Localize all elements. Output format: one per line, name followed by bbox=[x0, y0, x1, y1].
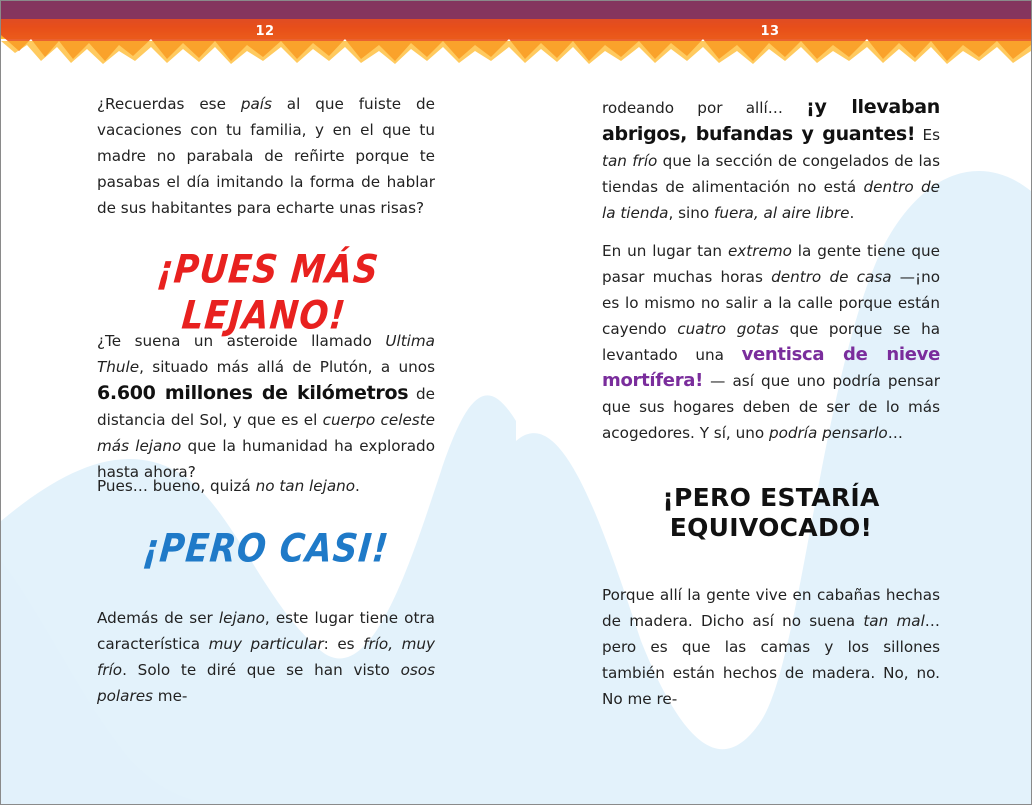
text: al que fuiste de vacaciones con tu familia, y en el que tu madre no parabala de reñirte porque te pasabas el día imitando la forma de hablar de sus habitantes para echarte unas risas? bbox=[97, 95, 435, 217]
left-paragraph-1 bbox=[97, 91, 435, 221]
text-italic: Ultima Thule bbox=[97, 332, 435, 376]
text: ¿Te suena un asteroide llamado bbox=[97, 332, 386, 350]
text: que la humanidad ha explorado hasta ahora? bbox=[97, 437, 435, 481]
text: que porque se ha levantado una bbox=[602, 320, 940, 364]
text: : es bbox=[323, 635, 364, 653]
emphasis-ventisca: ventisca de nieve mortífera! bbox=[602, 344, 940, 391]
right-paragraph-2 bbox=[602, 238, 940, 446]
text-italic: tan frío bbox=[602, 152, 658, 170]
text: , este lugar tiene otra característica bbox=[97, 609, 435, 653]
text-italic: tan mal bbox=[863, 612, 925, 630]
text-italic: no tan lejano bbox=[255, 477, 356, 495]
text: me- bbox=[152, 687, 188, 705]
heading-pero-estaria-equivocado bbox=[602, 483, 940, 543]
text-italic: fuera, al aire libre bbox=[714, 204, 850, 222]
text: —¡no es lo mismo no salir a la calle porque están cayendo bbox=[602, 268, 940, 338]
page-number-right: 13 bbox=[760, 24, 780, 39]
text: — así que uno podría pensar que sus hogares deben de ser de lo más acogedores. Y sí, uno bbox=[602, 372, 940, 442]
text: … bbox=[887, 424, 903, 442]
text-italic: podría pensarlo bbox=[768, 424, 888, 442]
text-italic: cuerpo celeste más lejano bbox=[97, 411, 435, 455]
right-paragraph-1 bbox=[602, 94, 940, 226]
emphasis-distance: 6.600 millones de kilómetros bbox=[97, 382, 409, 404]
text: ¿Recuerdas ese bbox=[97, 95, 241, 113]
text-italic: país bbox=[240, 95, 272, 113]
text: que la sección de congelados de las tiendas de alimentación no está bbox=[602, 152, 940, 196]
text-italic: dentro de la tienda bbox=[602, 178, 940, 222]
text: , situado más allá de Plutón, a unos bbox=[139, 358, 435, 376]
text: . bbox=[849, 204, 855, 222]
text-italic: muy particular bbox=[208, 635, 324, 653]
text-italic: lejano bbox=[218, 609, 265, 627]
text-italic: frío, muy frío bbox=[97, 635, 435, 679]
text-italic: cuatro gotas bbox=[677, 320, 779, 338]
text: Es bbox=[915, 126, 940, 144]
text-italic: dentro de casa bbox=[771, 268, 892, 286]
text: Pues… bueno, quizá bbox=[97, 477, 256, 495]
text: En un lugar tan bbox=[602, 242, 728, 260]
page-number-left: 12 bbox=[255, 24, 275, 39]
heading-pero-casi: ¡PERO CASI! bbox=[141, 526, 391, 572]
left-paragraph-2 bbox=[97, 328, 435, 485]
right-paragraph-3 bbox=[602, 582, 940, 712]
text: la gente tiene que pasar muchas horas bbox=[602, 242, 940, 286]
text: . bbox=[355, 477, 360, 495]
text: Además de ser bbox=[97, 609, 219, 627]
text: … pero es que las camas y los sillones también están hechos de madera. No, no. No me re- bbox=[602, 612, 940, 708]
heading-line-2: EQUIVOCADO! bbox=[669, 513, 873, 542]
left-paragraph-4 bbox=[97, 605, 435, 709]
heading-pues-mas-lejano: ¡PUES MÁS LEJANO! bbox=[155, 247, 381, 339]
text-italic: extremo bbox=[727, 242, 792, 260]
text: rodeando por allí… bbox=[602, 99, 807, 117]
text: . Solo te diré que se han visto bbox=[122, 661, 401, 679]
text: Porque allí la gente vive en cabañas hechas de madera. Dicho así no suena bbox=[602, 586, 940, 630]
text: , sino bbox=[668, 204, 714, 222]
text-italic: osos polares bbox=[97, 661, 435, 705]
fire-header bbox=[1, 1, 1031, 65]
heading-line-1: ¡PERO ESTARÍA bbox=[662, 483, 880, 512]
emphasis-abrigos: ¡y llevaban abrigos, bufandas y guantes! bbox=[602, 96, 940, 145]
left-paragraph-3 bbox=[97, 473, 435, 499]
text: de distancia del Sol, y que es el bbox=[97, 385, 436, 429]
